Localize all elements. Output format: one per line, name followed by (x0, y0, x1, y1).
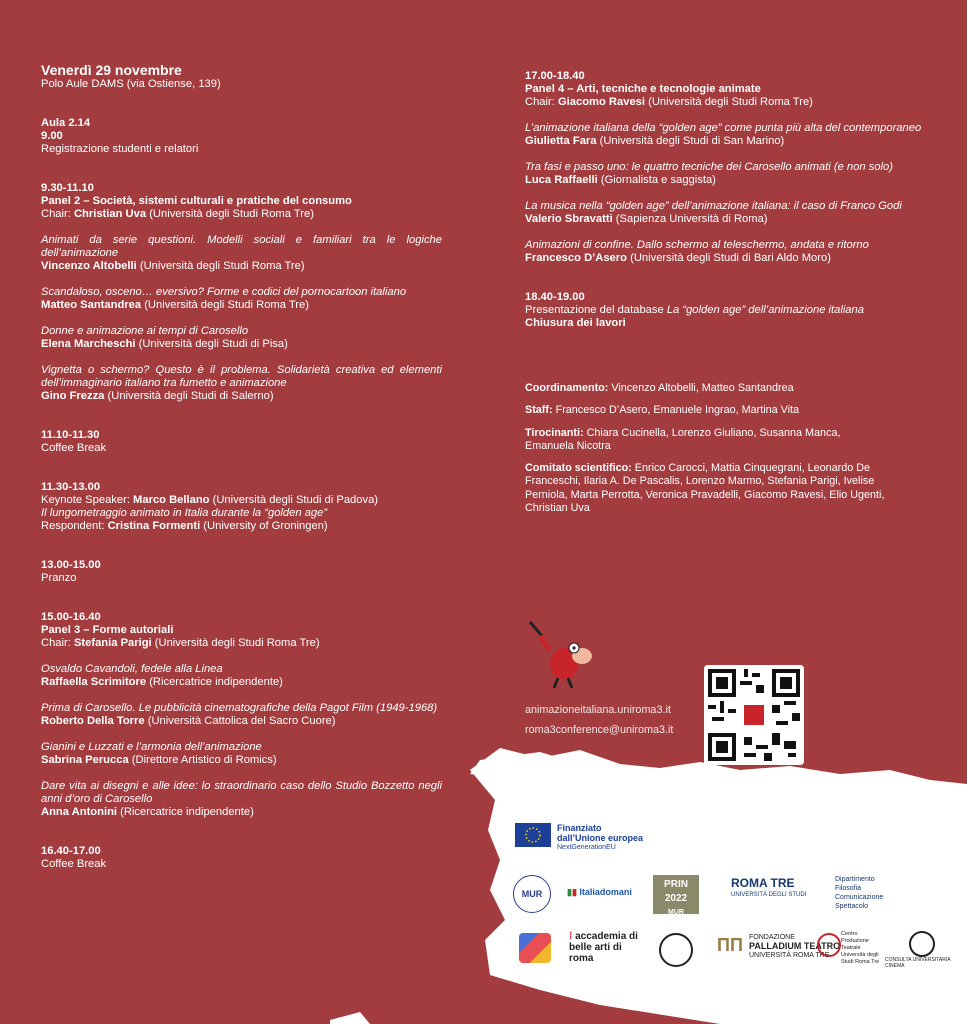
talk-title: Tra fasi e passo uno: le quattro tecniche dei Carosello animati (e non solo) (525, 161, 893, 173)
eu-flag-icon (515, 823, 551, 847)
talk-speaker: Vincenzo Altobelli (Università degli Studi Roma Tre) (41, 260, 305, 272)
talk-title: Dare vita ai disegni e alle idee: lo straordinario caso dello Studio Bozzetto negli anni d’oro di Carosello (41, 780, 442, 805)
talk-speaker: Gino Frezza (Università degli Studi di Salerno) (41, 390, 274, 402)
italiadomani-logo: ▮▮ Italiadomani (567, 887, 632, 897)
eu-funding-logo (515, 823, 551, 849)
qr-code-image[interactable] (704, 665, 804, 765)
palladium-logo: FONDAZIONE PALLADIUM TEATRO UNIVERSITÀ ROMA TRE (749, 934, 841, 959)
chair-line: Chair: Giacomo Ravesi (Università degli Studi Roma Tre) (525, 96, 813, 108)
talk-speaker: Francesco D’Asero (Università degli Studi di Bari Aldo Moro) (525, 252, 831, 264)
talk-title: Scandaloso, osceno… eversivo? Forme e codici del pornocartoon italiano (41, 286, 407, 298)
keynote-line: Keynote Speaker: Marco Bellano (Università degli Studi di Padova) (41, 494, 379, 506)
session-time: 15.00-16.40 (41, 611, 101, 623)
session-text: Registrazione studenti e relatori (41, 143, 199, 155)
talk-speaker: Roberto Della Torre (Università Cattolica del Sacro Cuore) (41, 715, 336, 727)
mur-logo: MUR (513, 875, 551, 913)
colorful-logo-icon (519, 933, 551, 963)
cartoon-mascot-image (528, 620, 600, 690)
talk-speaker: Luca Raffaelli (Giornalista e saggista) (525, 174, 716, 186)
cpt-logo: Centro Produzione Teatrale Università degli Studi Roma Tre (841, 931, 880, 965)
session-time: 18.40-19.00 (525, 291, 585, 303)
talk-speaker: Sabrina Perucca (Direttore Artistico di Romics) (41, 754, 277, 766)
chair-line: Chair: Christian Uva (Università degli Studi Roma Tre) (41, 208, 314, 220)
sponsor-logos (505, 815, 955, 1015)
scientific-committee: Comitato scientifico: Enrico Carocci, Mattia Cinquegrani, Leonardo De Franceschi, Ilaria A. De Pascalis, Lorenzo Marmo, Stefania Parigi, Ivelise Perniola, Marta Perrotta, Veronica Pravadelli, Giacomo Ravesi, Elio Ugenti, Christian Uva (525, 462, 885, 515)
panel-title: Panel 2 – Società, sistemi culturali e pratiche del consumo (41, 195, 352, 207)
interns: Tirocinanti: Chiara Cucinella, Lorenzo Giuliano, Susanna Manca, Emanuela Nicotra (525, 426, 841, 452)
panel-title: Panel 4 – Arti, tecniche e tecnologie animate (525, 83, 761, 95)
cuc-logo-icon (909, 931, 935, 957)
talk-speaker: Raffaella Scrimitore (Ricercatrice indipendente) (41, 676, 283, 688)
palladium-icon: ПП (717, 935, 743, 955)
talk-speaker: Anna Antonini (Ricercatrice indipendente) (41, 806, 254, 818)
session-time: 16.40-17.00 (41, 845, 101, 857)
respondent-line: Respondent: Cristina Formenti (University of Groningen) (41, 520, 328, 532)
talk-title: Vignetta o schermo? Questo è il problema. Solidarietà creativa ed elementi dell’immaginario italiano tra fumetto e animazione (41, 364, 442, 389)
session-time: 11.10-11.30 (41, 429, 100, 441)
talk-speaker: Giulietta Fara (Università degli Studi di San Marino) (525, 135, 785, 147)
right-column (525, 70, 926, 524)
coordination: Coordinamento: Vincenzo Altobelli, Matteo Santandrea (525, 382, 794, 394)
talk-speaker: Matteo Santandrea (Università degli Studi Roma Tre) (41, 299, 309, 311)
talk-title: Osvaldo Cavandoli, fedele alla Linea (41, 663, 223, 675)
email-link[interactable]: roma3conference@uniroma3.it (525, 724, 674, 736)
session-time: 13.00-15.00 (41, 559, 101, 571)
staff: Staff: Francesco D’Asero, Emanuele Ingrao, Martina Vita (525, 404, 800, 417)
talk-title: La musica nella “golden age” dell’animazione italiana: il caso di Franco Godi (525, 200, 902, 212)
closing-text: Chiusura dei lavori (525, 317, 626, 329)
panel2-talks (41, 234, 442, 403)
talk-title: L’animazione italiana della “golden age” come punta più alta del contemporaneo (525, 122, 922, 134)
talk-title: Prima di Carosello. Le pubblicità cinematografiche della Pagot Film (1949-1968) (41, 702, 438, 714)
room: Aula 2.14 (41, 117, 91, 129)
accademia-logo: ⁞ accademia di belle arti di roma (569, 931, 638, 964)
roma-tre-logo: ROMA TRE UNIVERSITÀ DEGLI STUDI (731, 876, 807, 898)
talk-title: Animati da serie questioni. Modelli sociali e familiari tra le logiche dell’animazione (41, 234, 442, 259)
session-time: 9.30-11.10 (41, 182, 94, 194)
website-link[interactable]: animazioneitaliana.uniroma3.it (525, 704, 671, 716)
talk-speaker: Elena Marcheschi (Università degli Studi di Pisa) (41, 338, 288, 350)
left-column (41, 62, 442, 871)
talk-speaker: Valerio Sbravatti (Sapienza Università di Roma) (525, 213, 768, 225)
event-date: Venerdì 29 novembre (41, 62, 182, 78)
session-text: Coffee Break (41, 858, 107, 870)
keynote-title: Il lungometraggio animato in Italia durante la “golden age” (41, 507, 328, 519)
circle-logo-icon (659, 933, 693, 967)
cpt-logo-icon (817, 933, 841, 957)
panel3-talks (41, 663, 442, 819)
session-text: Coffee Break (41, 442, 107, 454)
department-logo: Dipartimento Filosofia Comunicazione Spettacolo (835, 876, 884, 910)
session-text: Presentazione del database La “golden age” dell’animazione italiana (525, 304, 864, 316)
contact-links (525, 700, 673, 740)
chair-line: Chair: Stefania Parigi (Università degli Studi Roma Tre) (41, 637, 320, 649)
prin-logo: PRIN 2022 MUR (653, 875, 699, 914)
talk-title: Donne e animazione ai tempi di Carosello (41, 325, 249, 337)
cuc-logo: CONSULTA UNIVERSITARIA CINEMA (885, 957, 951, 969)
panel-title: Panel 3 – Forme autoriali (41, 624, 174, 636)
session-time: 17.00-18.40 (525, 70, 585, 82)
talk-title: Animazioni di confine. Dallo schermo al teleschermo, andata e ritorno (525, 239, 869, 251)
venue: Polo Aule DAMS (via Ostiense, 139) (41, 78, 221, 90)
eu-funding-text: Finanziato dall’Unione europea NextGenerationEU (557, 823, 644, 851)
session-time: 11.30-13.00 (41, 481, 101, 493)
session-time: 9.00 (41, 130, 63, 142)
session-text: Pranzo (41, 572, 77, 584)
talk-title: Gianini e Luzzati e l’armonia dell’animazione (41, 741, 262, 753)
